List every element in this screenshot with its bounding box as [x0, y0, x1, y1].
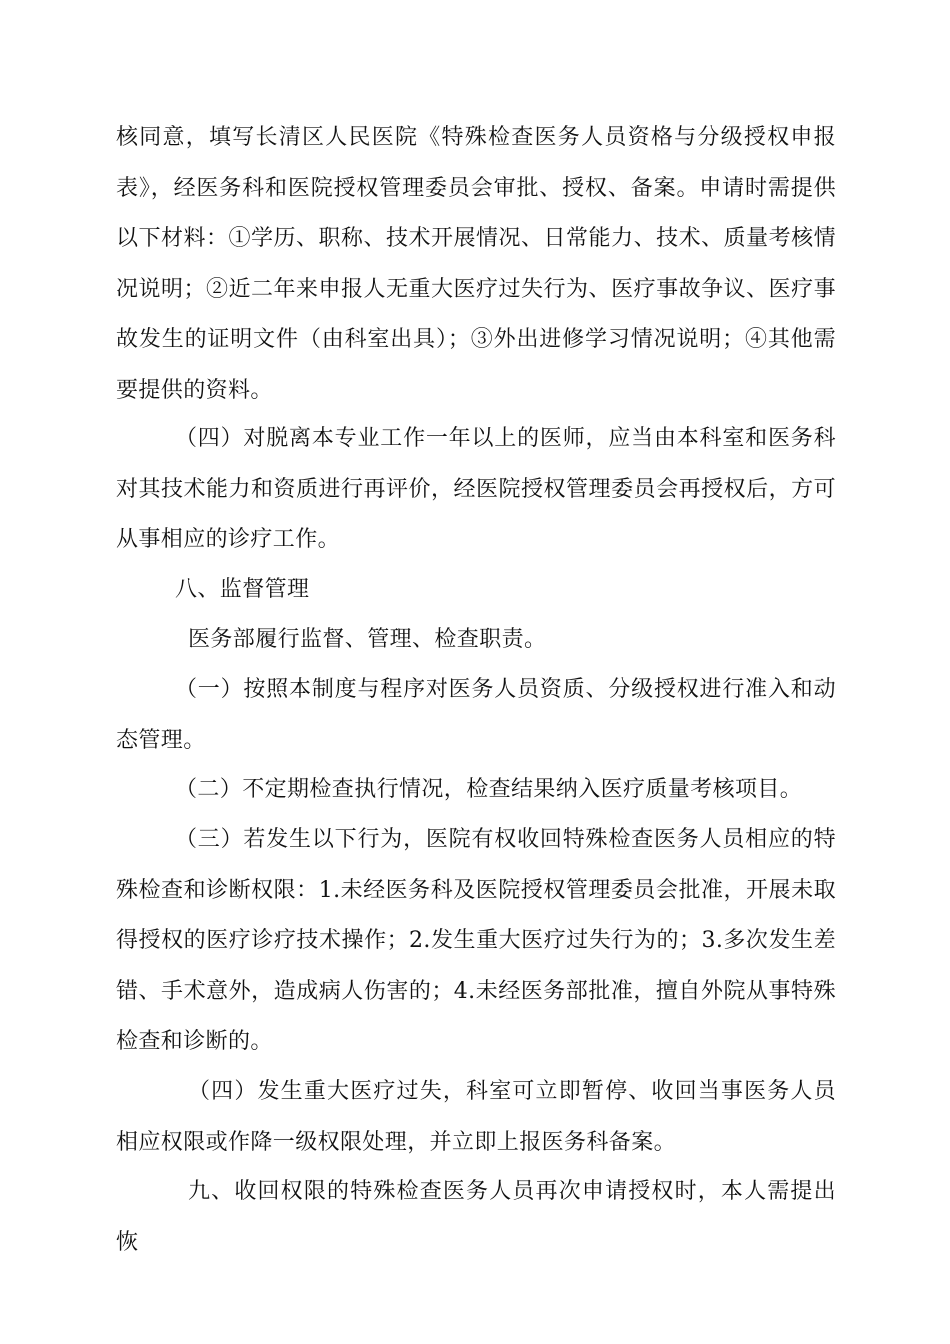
paragraph-item-two: （二）不定期检查执行情况，检查结果纳入医疗质量考核项目。: [175, 777, 803, 802]
paragraph-duties: 医务部履行监督、管理、检查职责。: [188, 627, 547, 652]
section-heading-supervision: 八、监督管理: [175, 577, 310, 602]
paragraph-reevaluation: （四）对脱离本专业工作一年以上的医师，应当由本科室和医务科对其技术能力和资质进行再评价，经医院授权管理委员会再授权后，方可从事相应的诊疗工作。: [116, 426, 836, 552]
paragraph-item-three: （三）若发生以下行为，医院有权收回特殊检查医务人员相应的特殊检查和诊断权限：1.未经医务科及医院授权管理委员会批准，开展未取得授权的医疗诊疗技术操作；2.发生重大医疗过失行为的；3.多次发生差错、手术意外，造成病人伤害的；4.未经医务部批准，擅自外院从事特殊检查和诊断的。: [116, 827, 836, 1054]
section-heading-reapplication: 九、收回权限的特殊检查医务人员再次申请授权时，本人需提出恢: [116, 1179, 836, 1255]
paragraph-application-materials: 核同意，填写长清区人民医院《特殊检查医务人员资格与分级授权申报表》，经医务科和医院授权管理委员会审批、授权、备案。申请时需提供以下材料：①学历、职称、技术开展情况、日常能力、技术、质量考核情况说明；②近二年来申报人无重大医疗过失行为、医疗事故争议、医疗事故发生的证明文件（由科室出具）；③外出进修学习情况说明；④其他需要提供的资料。: [116, 125, 836, 403]
paragraph-item-four: （四）发生重大医疗过失，科室可立即暂停、收回当事医务人员相应权限或作降一级权限处理，并立即上报医务科备案。: [116, 1079, 836, 1155]
paragraph-item-one: （一）按照本制度与程序对医务人员资质、分级授权进行准入和动态管理。: [116, 677, 836, 753]
